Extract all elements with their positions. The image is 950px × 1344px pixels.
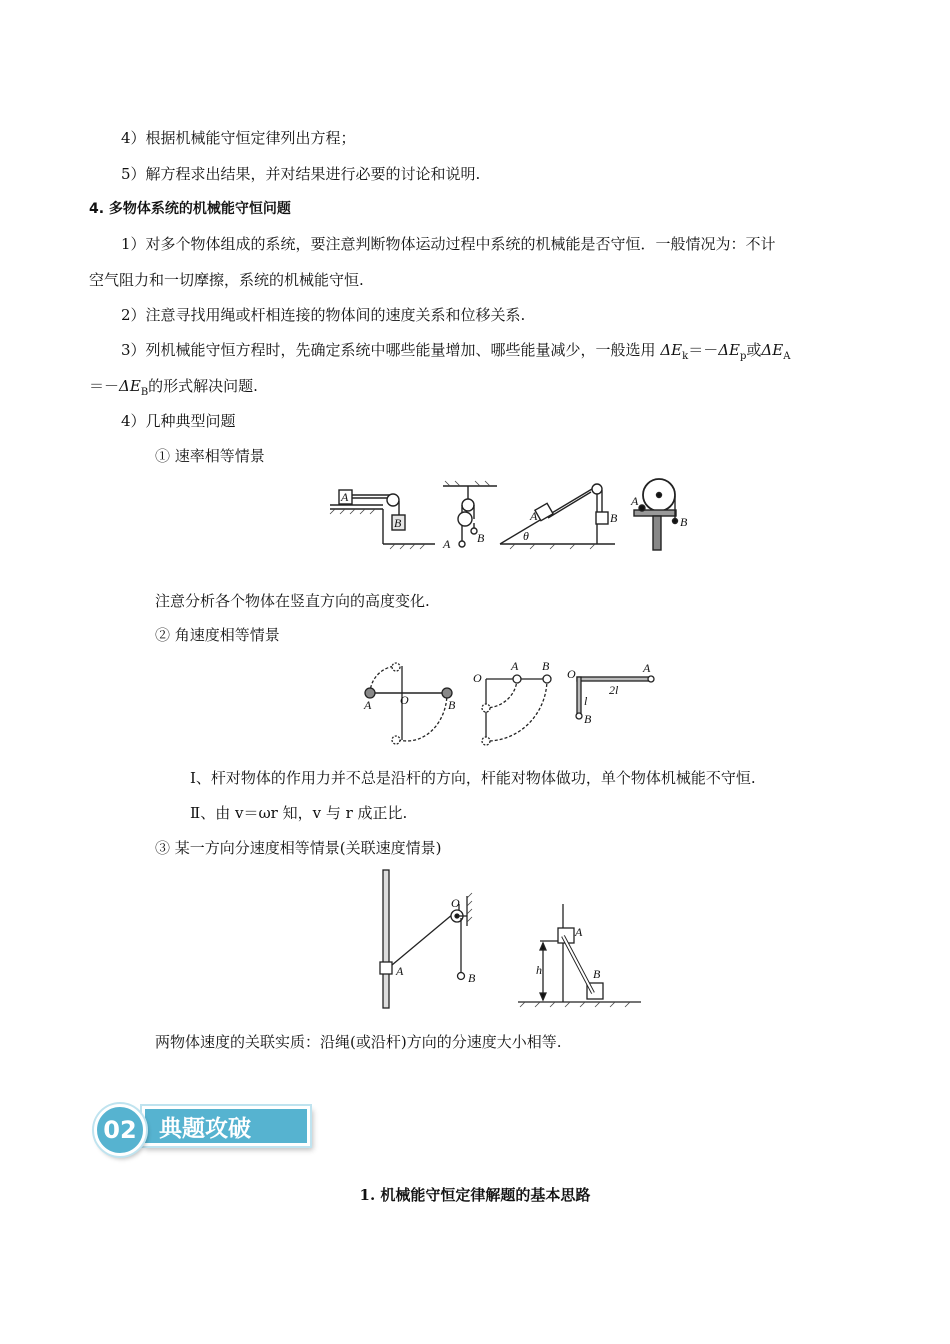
label-a: A [396,964,404,978]
section-label: 典题攻破 [142,1106,310,1146]
label-a: A [575,925,583,939]
remark-2: Ⅱ、由 v＝ωr 知，v 与 r 成正比. [190,804,408,822]
label-o: O [400,693,409,707]
label-b: B [448,698,456,712]
label-a: A [341,490,349,504]
section-title: 1. 机械能守恒定律解题的基本思路 [359,1186,591,1204]
associated-velocity-figures [375,868,645,1010]
label-2l: 2l [609,683,619,697]
label-a: A [511,659,519,673]
label-o: O [473,671,482,685]
section-badge [94,1102,314,1154]
formula-subscript: B [140,387,149,398]
case-3-title: ③ 某一方向分速度相等情景(关联速度情景) [155,839,442,857]
label-b: B [542,659,550,673]
formula-op: 或 [746,341,762,359]
formula-subscript: k [682,351,689,362]
label-b: B [468,971,476,985]
label-theta: θ [523,529,529,543]
para-1-line-b: 空气阻力和一切摩擦，系统的机械能守恒. [89,271,364,289]
formula-delta-e: ΔE [761,341,784,359]
formula-subscript: A [783,351,791,362]
formula-op: ＝－ [89,377,120,395]
label-b: B [680,515,688,529]
para-3-line-a [121,340,790,367]
para-3-text: 3）列机械能守恒方程时，先确定系统中哪些能量增加、哪些能量减少，一般选用 [121,341,661,359]
para-1-line-a: 1）对多个物体组成的系统，要注意判断物体运动过程中系统的机械能是否守恒．一般情况为：不计 [121,235,776,253]
para-3-line-b [89,376,258,403]
label-l: l [584,694,588,708]
label-o: O [451,896,460,910]
label-a: A [631,494,639,508]
label-a: A [643,661,651,675]
label-o: O [567,667,576,681]
label-a: A [443,537,451,551]
angular-velocity-figures [355,656,665,748]
formula-delta-e: ΔE [718,341,740,359]
case-1-title: ① 速率相等情景 [155,447,265,465]
section-heading-4: 4. 多物体系统的机械能守恒问题 [89,201,291,217]
speed-equal-figures [325,478,705,554]
step-5-line: 5）解方程求出结果，并对结果进行必要的讨论和说明. [121,165,481,183]
step-4-line: 4）根据机械能守恒定律列出方程； [121,129,356,147]
para-4: 4）几种典型问题 [121,412,236,430]
label-b: B [477,531,485,545]
label-a: A [364,698,372,712]
para-2: 2）注意寻找用绳或杆相连接的物体间的速度关系和位移关系. [121,306,526,324]
section-number: 02 [94,1104,146,1156]
label-b: B [394,516,402,530]
label-b: B [584,712,592,726]
formula-subscript: p [740,351,747,362]
formula-delta-e: ΔE [660,341,683,359]
label-a: A [530,509,538,523]
case-2-title: ② 角速度相等情景 [155,626,280,644]
formula-delta-e: ΔE [119,377,141,395]
remark-1: Ⅰ、杆对物体的作用力并不总是沿杆的方向，杆能对物体做功，单个物体机械能不守恒. [190,769,756,787]
note-3: 两物体速度的关联实质：沿绳(或沿杆)方向的分速度大小相等. [155,1033,562,1051]
note-1: 注意分析各个物体在竖直方向的高度变化. [155,592,430,610]
label-h: h [536,963,542,977]
formula-op: ＝－ [688,341,719,359]
para-3-text: 的形式解决问题. [148,377,258,395]
label-b: B [593,967,601,981]
label-b: B [610,511,618,525]
